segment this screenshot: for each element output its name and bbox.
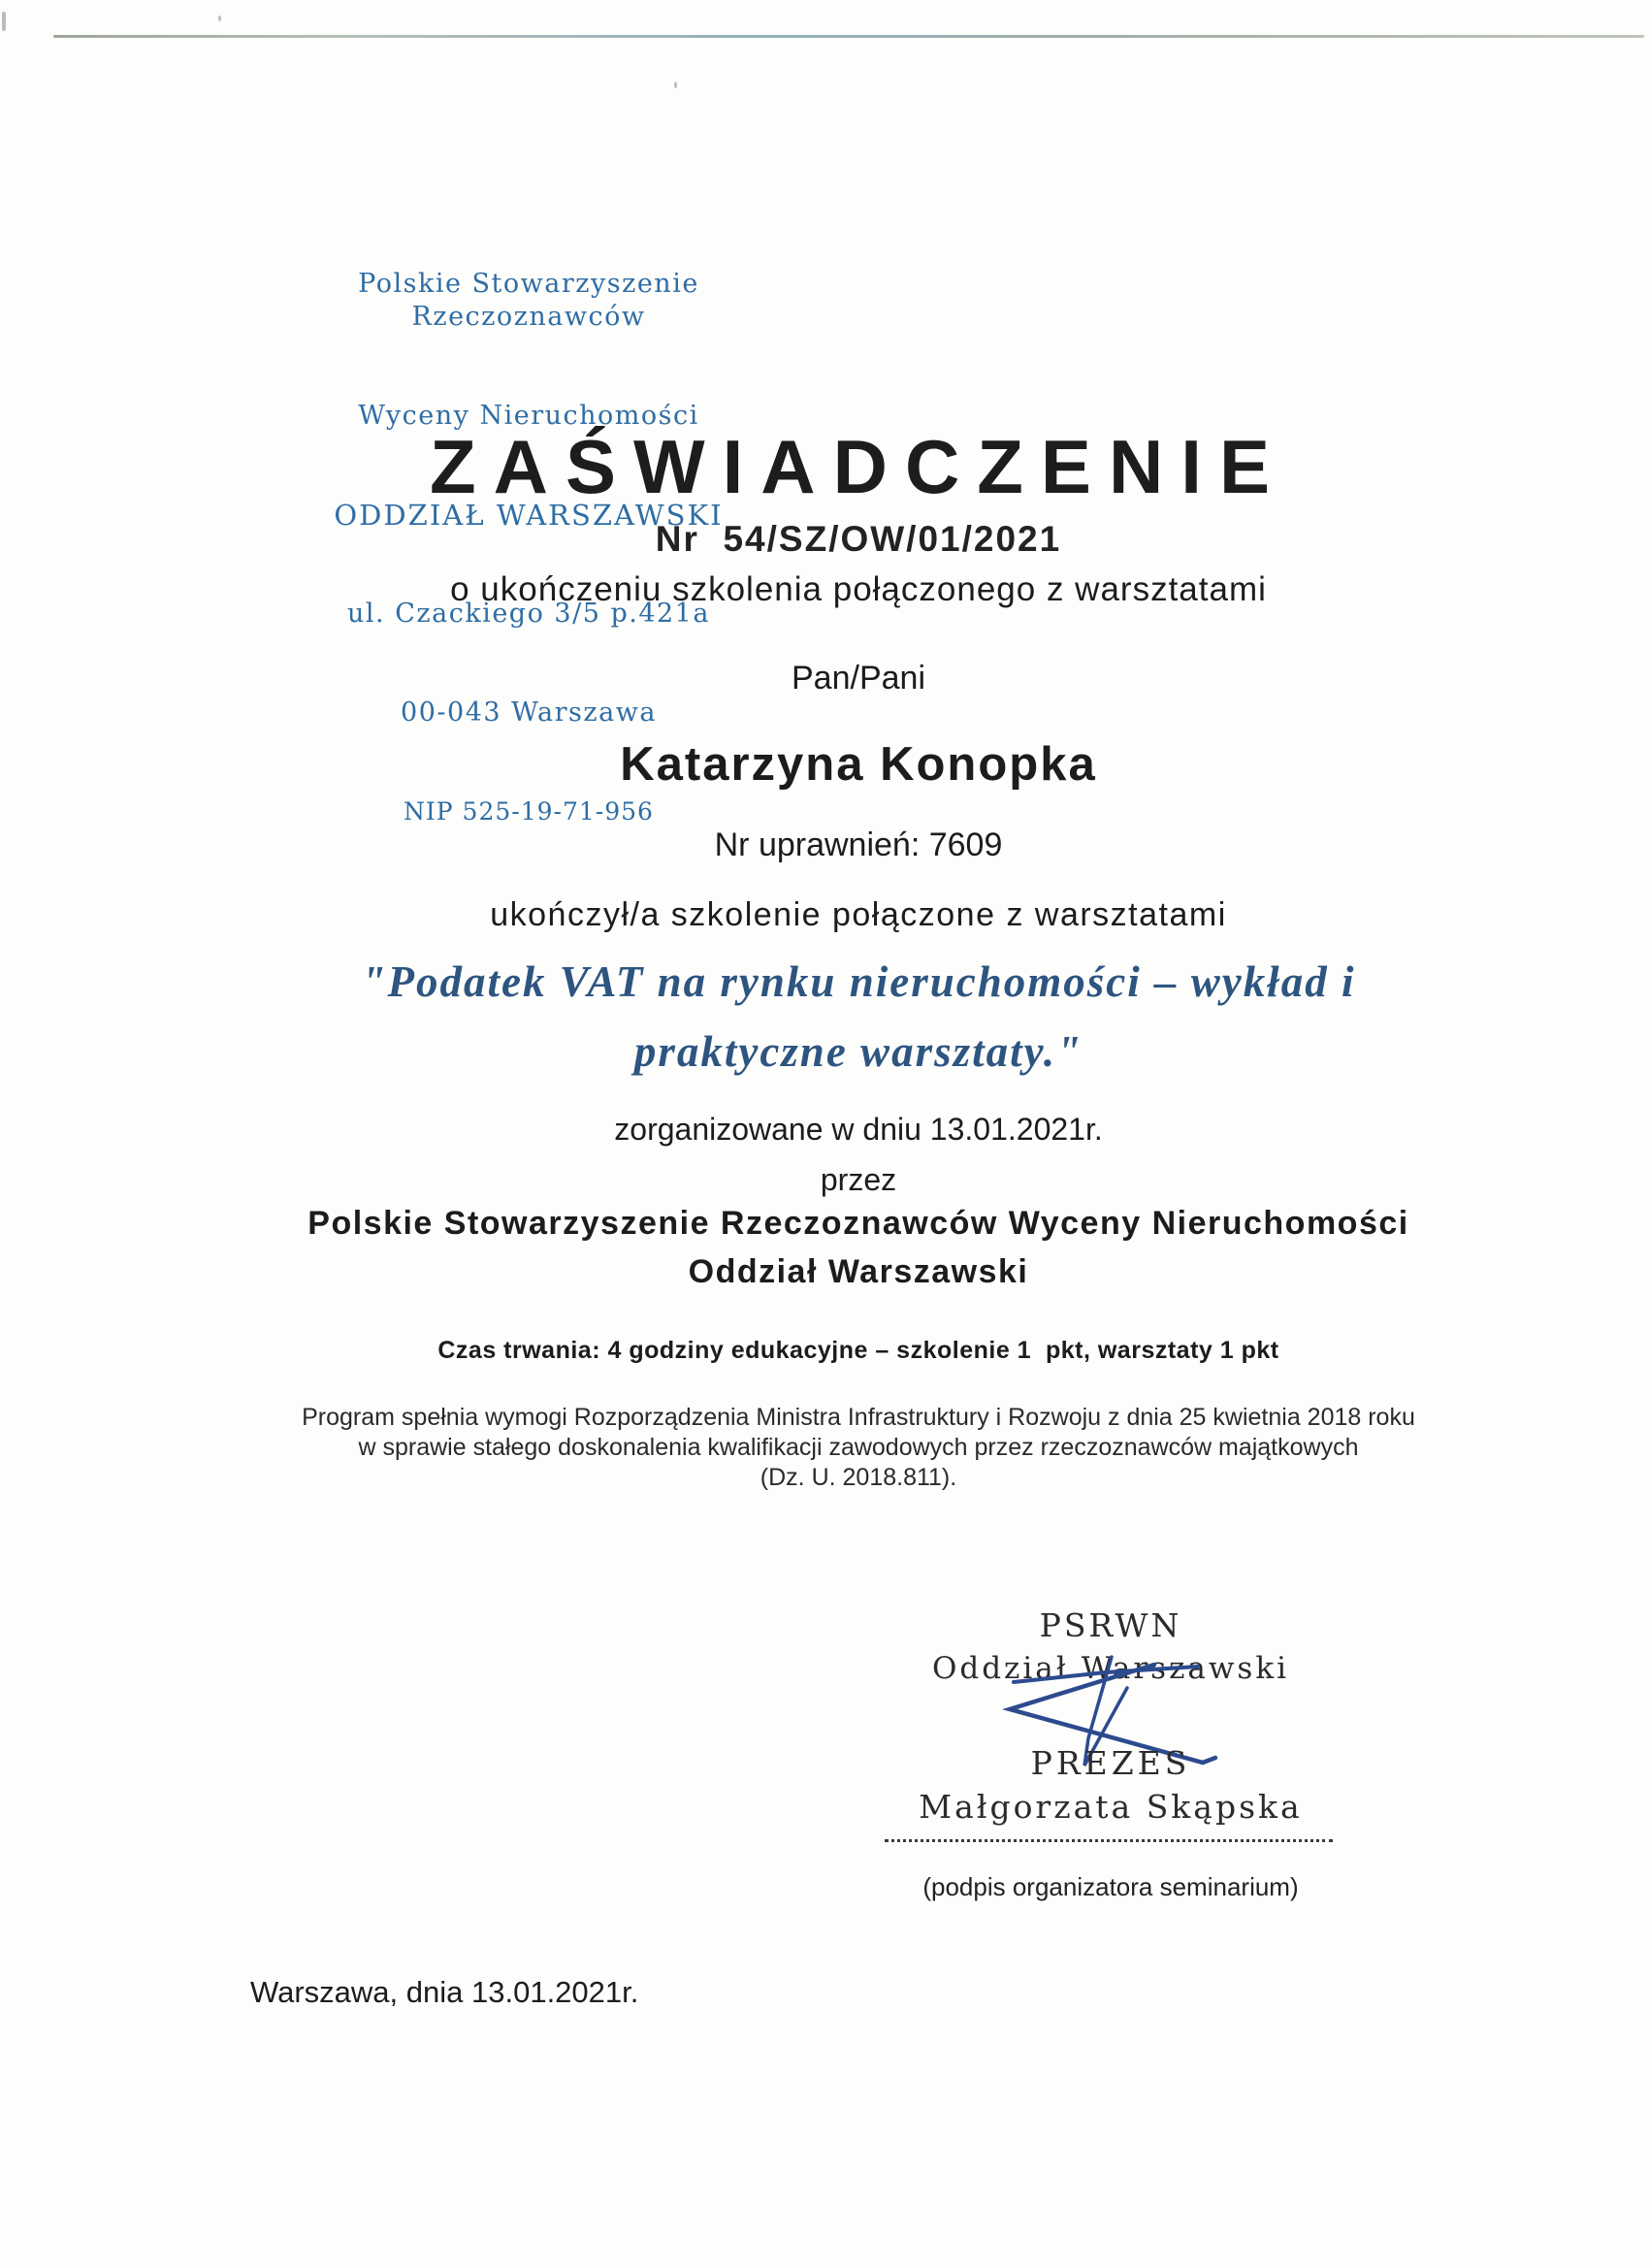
stamp-line-org-2: Wyceny Nieruchomości [358,401,699,431]
place-and-date: Warszawa, dnia 13.01.2021r. [250,1975,639,2009]
salutation: Pan/Pani [792,660,925,697]
by-word: przez [820,1162,897,1197]
stamp-line-branch: ODDZIAŁ WARSZAWSKI [334,499,724,532]
license-number: Nr uprawnień: 7609 [714,826,1003,863]
legal-text-line-1: Program spełnia wymogi Rozporządzenia Ministra Infrastruktury i Rozwoju z dnia 25 kwietnia 2018 roku [302,1404,1415,1431]
signature-branch: Oddział Warszawski [931,1651,1290,1686]
stamp-line-street: ul. Czackiego 3/5 p.421a [347,599,710,629]
stamp-line-nip: NIP 525-19-71-956 [404,797,654,826]
duration-line: Czas trwania: 4 godziny edukacyjne – szkolenie 1 pkt, warsztaty 1 pkt [437,1337,1279,1364]
signer-name: Małgorzata Skąpska [919,1788,1303,1826]
organizer-name-line-2: Oddział Warszawski [688,1253,1029,1290]
scan-speck [2,12,6,31]
scan-speck [218,16,221,21]
course-title-line-1: "Podatek VAT na rynku nieruchomości – wykład i [361,957,1356,1006]
certificate-number: Nr 54/SZ/OW/01/2021 [655,519,1062,559]
course-title-line-2: praktyczne warsztaty." [633,1027,1083,1076]
stamp-line-city: 00-043 Warszawa [401,697,657,728]
completion-statement: ukończył/a szkolenie połączone z warsztatami [490,896,1227,933]
stamp-line-org-1: Polskie Stowarzyszenie Rzeczoznawców [358,269,709,332]
signature-dotted-line [885,1822,1333,1842]
signature-org-abbrev: PSRWN [1039,1606,1182,1644]
signature-role: PREZES [1030,1744,1191,1782]
scan-artifact-line [53,35,1644,38]
certificate-subtitle: o ukończeniu szkolenia połączonego z warsztatami [450,570,1267,608]
organized-date-line: zorganizowane w dniu 13.01.2021r. [614,1112,1103,1147]
legal-text-line-2: w sprawie stałego doskonalenia kwalifikacji zawodowych przez rzeczoznawców majątkowych [358,1434,1359,1461]
legal-text-line-3: (Dz. U. 2018.811). [760,1464,957,1491]
signature-caption: (podpis organizatora seminarium) [922,1872,1299,1901]
certificate-title: ZAŚWIADCZENIE [430,424,1287,509]
organizer-name-line-1: Polskie Stowarzyszenie Rzeczoznawców Wyceny Nieruchomości [307,1205,1409,1242]
recipient-name: Katarzyna Konopka [620,738,1097,791]
scan-speck [674,81,677,88]
